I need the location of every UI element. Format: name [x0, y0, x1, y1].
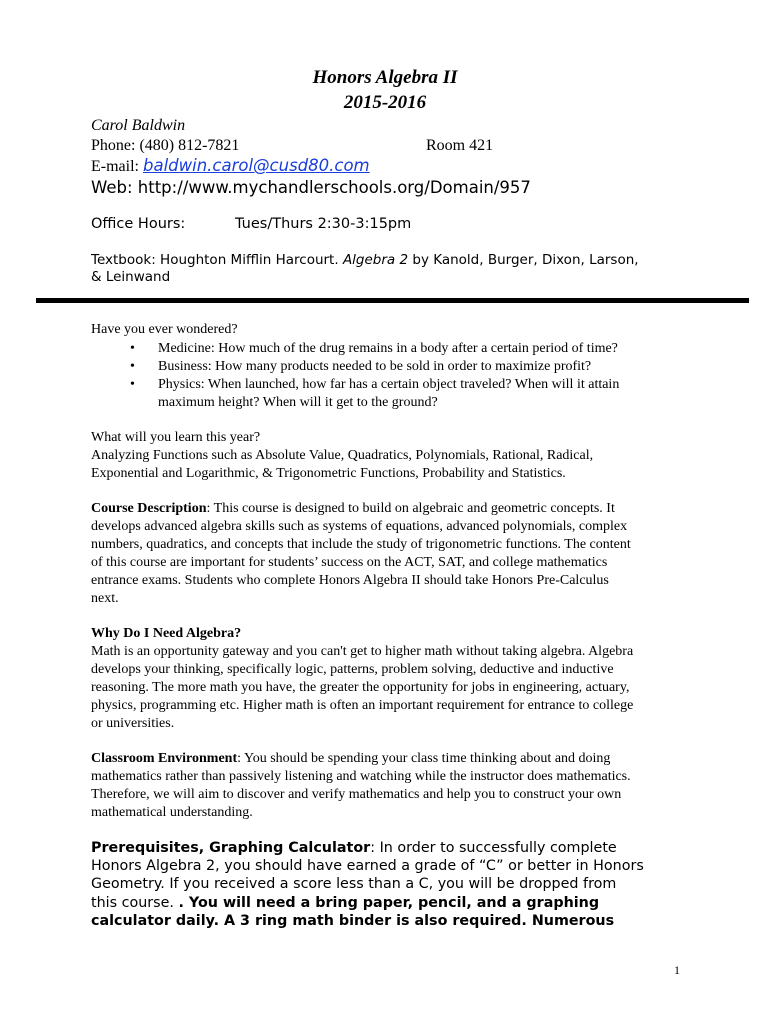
classroom-section: Classroom Environment: You should be spending your class time thinking about and doing mathematics rather than passively listening and watching while the instructor does mathematics. Therefore, we will aim to discover and verify mathematics and help you to construct your own mathematical understanding. — [91, 750, 686, 822]
wondered-question: Have you ever wondered? — [91, 322, 238, 337]
classroom-line: mathematics rather than passively listening and watching while the instructor does mathematics. — [91, 769, 631, 784]
course-label: Course Description — [91, 501, 207, 516]
prereq-bold: . You will need a bring paper, pencil, and a graphing — [178, 894, 600, 911]
textbook-authors: & Leinwand — [91, 269, 171, 285]
email-link[interactable]: baldwin.carol@cusd80.com — [142, 156, 370, 175]
prereq-line: Geometry. If you received a score less than a C, you will be dropped from — [91, 876, 617, 893]
classroom-line: mathematical understanding. — [91, 805, 253, 820]
course-line: develops advanced algebra skills such as systems of equations, advanced polynomials, complex — [91, 519, 628, 534]
bullet-icon: • — [130, 341, 135, 356]
prerequisites-section: Prerequisites, Graphing Calculator: In order to successfully complete Honors Algebra 2, you should have earned a grade of “C” or better in Honors Geometry. If you received a score less than a C, you will be dropped from this course. . You will need a bring paper, pencil, and a graphing calculator daily. A 3 ring math binder is also required. Numerous — [91, 840, 644, 929]
prereq-line: Honors Algebra 2, you should have earned a grade of “C” or better in Honors — [91, 858, 644, 875]
prereq-label: Prerequisites, Graphing Calculator — [91, 840, 371, 856]
why-heading: Why Do I Need Algebra? — [91, 626, 242, 641]
office-hours-value: Tues/Thurs 2:30-3:15pm — [235, 216, 412, 232]
learn-section — [91, 429, 686, 483]
why-line: or universities. — [91, 716, 175, 731]
section-divider — [36, 298, 749, 303]
classroom-label: Classroom Environment — [91, 751, 238, 766]
teacher-name: Carol Baldwin — [91, 117, 186, 134]
document-title: Honors Algebra II — [312, 67, 458, 88]
learn-line: Exponential and Logarithmic, & Trigonometric Functions, Probability and Statistics. — [91, 466, 566, 481]
prereq-bold: calculator daily. A 3 ring math binder is also required. Numerous — [91, 912, 615, 929]
list-item-continuation: maximum height? When will it get to the ground? — [158, 395, 438, 410]
course-line: numbers, quadratics, and concepts that include the study of trigonometric functions. The content — [91, 537, 631, 552]
textbook-prefix: Textbook: Houghton Mifflin Harcourt. — [91, 252, 343, 268]
textbook-title: Algebra 2 — [342, 252, 409, 268]
textbook-line — [91, 252, 639, 269]
office-hours-label: Office Hours: — [91, 216, 186, 232]
room-number: Room 421 — [426, 137, 494, 154]
page-number: 1 — [674, 963, 680, 977]
why-line: reasoning. The more math you have, the greater the opportunity for jobs in engineering, actuary, — [91, 680, 630, 695]
classroom-line: Therefore, we will aim to discover and verify mathematics and help you to construct your own — [91, 787, 622, 802]
why-section — [91, 625, 686, 733]
bullet-icon: • — [130, 377, 135, 392]
course-line: next. — [91, 591, 119, 606]
email-line — [91, 155, 370, 177]
list-item: • Physics: When launched, how far has a certain object traveled? When will it attain — [130, 377, 620, 392]
why-line: physics, programming etc. Higher math is often an important requirement for entrance to college — [91, 698, 634, 713]
school-year: 2015-2016 — [343, 92, 427, 113]
textbook-suffix: by Kanold, Burger, Dixon, Larson, — [408, 252, 639, 268]
course-line: of this course are important for students’ success on the ACT, SAT, and college mathematics — [91, 555, 608, 570]
list-item: • Medicine: How much of the drug remains in a body after a certain period of time? — [130, 341, 618, 356]
why-line: Math is an opportunity gateway and you can't get to higher math without taking algebra. Algebra — [91, 644, 634, 659]
learn-heading: What will you learn this year? — [91, 430, 261, 445]
course-description: Course Description: This course is designed to build on algebraic and geometric concepts. It develops advanced algebra skills such as systems of equations, advanced polynomials, complex numbers, quadratics, and concepts that include the study of trigonometric functions. The content of this course are important for students’ success on the ACT, SAT, and college mathematics entrance exams. Students who complete Honors Algebra II should take Honors Pre-Calculus next. — [91, 500, 686, 608]
bullet-icon: • — [130, 359, 135, 374]
why-line: develops your thinking, specifically logic, patterns, problem solving, deductive and inductive — [91, 662, 614, 677]
email-label: E-mail: — [91, 158, 143, 175]
phone-line: Phone: (480) 812-7821 — [91, 137, 240, 154]
web-line: Web: http://www.mychandlerschools.org/Domain/957 — [91, 178, 531, 197]
course-line: entrance exams. Students who complete Honors Algebra II should take Honors Pre-Calculus — [91, 573, 609, 588]
list-item: • Business: How many products needed to be sold in order to maximize profit? — [130, 359, 592, 374]
wondered-list — [128, 340, 619, 412]
learn-line: Analyzing Functions such as Absolute Value, Quadratics, Polynomials, Rational, Radical, — [91, 448, 594, 463]
